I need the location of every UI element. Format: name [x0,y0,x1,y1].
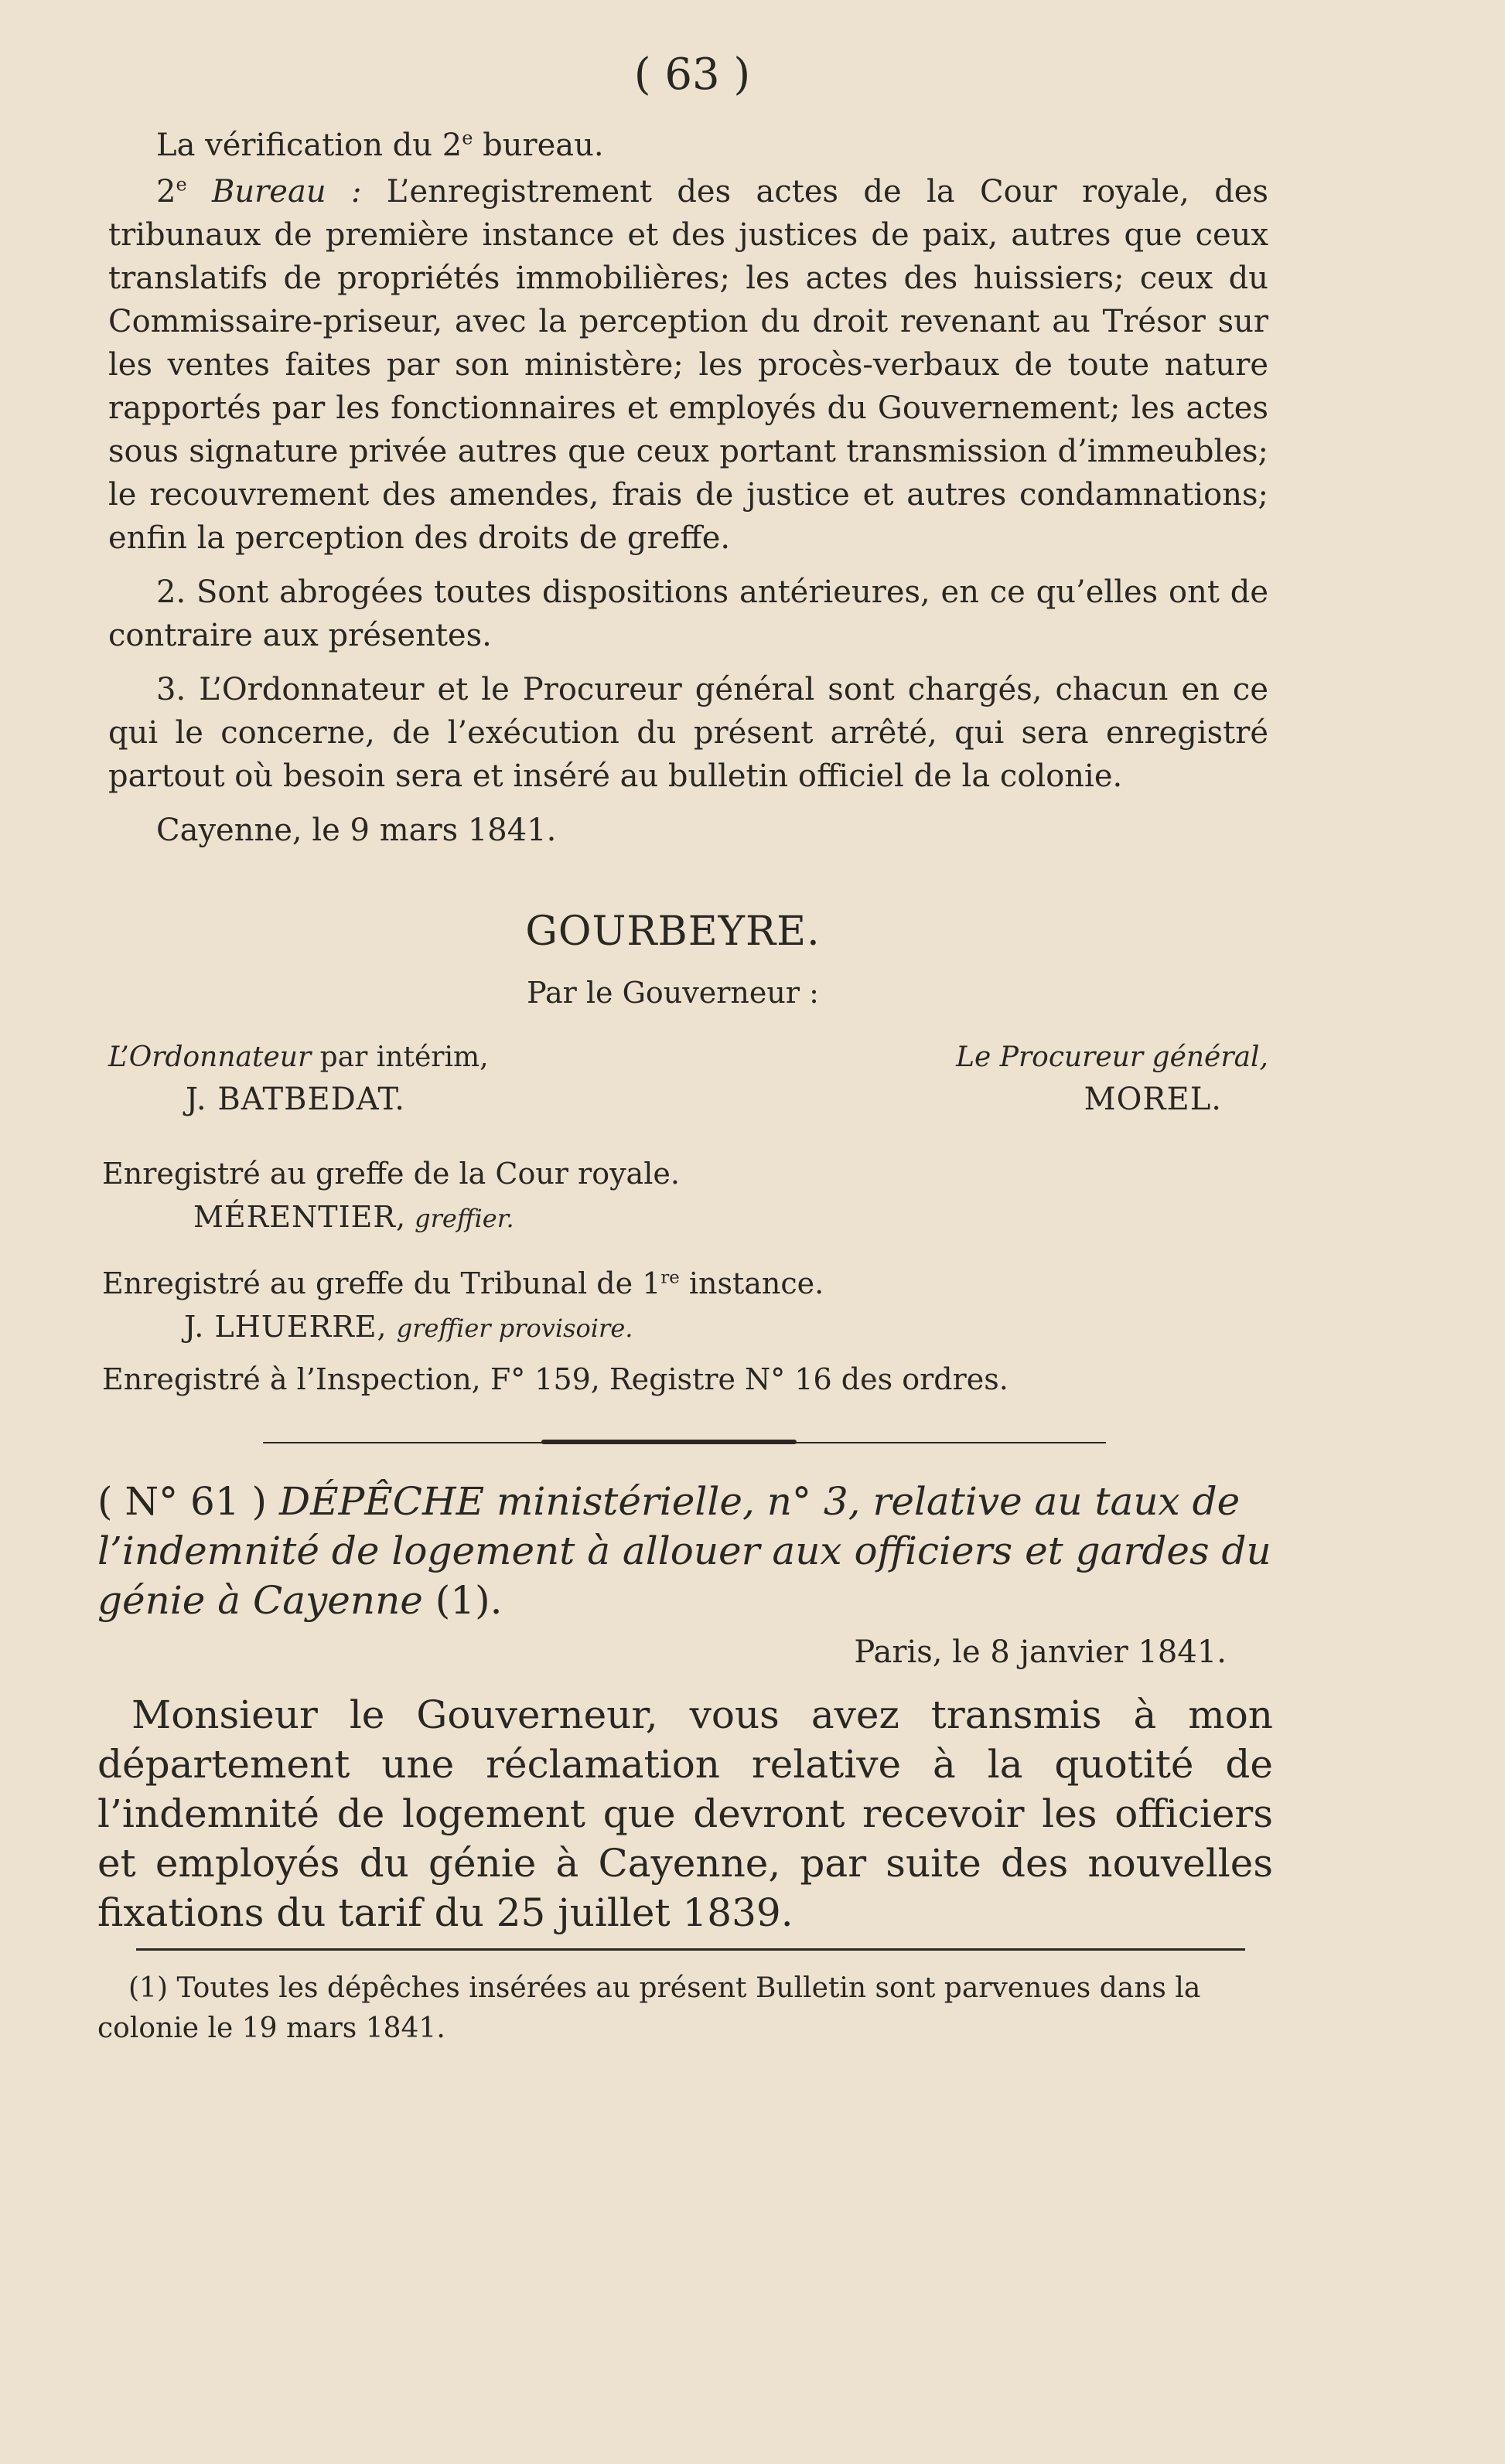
footnote-rule [136,1948,1245,1951]
ordonnateur-signature: L’Ordonnateur par intérim, J. BATBEDAT. [108,1038,489,1121]
article-2: 2. Sont abrogées toutes dispositions antérieures, en ce qu’elles ont de contraire aux présentes. [108,574,1268,653]
footnote: (1) Toutes les dépêches insérées au présent Bulletin sont parvenues dans la colonie le 19 mars 1841. [97,1972,1201,2044]
registration-cour-royale: Enregistré au greffe de la Cour royale. [102,1157,680,1191]
signature-block [108,905,1268,1121]
page-number: ( 63 ) [633,49,751,100]
footnote-area [97,1968,1258,2049]
by-governor: Par le Gouverneur : [527,976,819,1010]
depeche-title: DÉPÊCHE ministérielle, n° 3, relative au taux de l’indemnité de logement à allouer aux officiers et gardes du génie à Cayenne [97,1479,1271,1623]
registrations [102,1152,1262,1401]
governor-signature: GOURBEYRE. [525,908,821,955]
registration-tribunal: Enregistré au greffe du Tribunal de 1re instance. [102,1266,824,1300]
depeche-body: Monsieur le Gouverneur, vous avez transmis à mon département une réclamation relative à la quotité de l’indemnité de logement que devront recevoir les officiers et employés du génie à Cayenne, par suite des nouvelles fixations du tarif du 25 juillet 1839. [97,1692,1273,1935]
ordonnateur-name: J. BATBEDAT. [186,1082,406,1117]
registration-inspection: Enregistré à l’Inspection, F° 159, Registre N° 16 des ordres. [102,1362,1008,1396]
registration-name-2: J. LHUERRE, greffier provisoire. [184,1310,633,1344]
decree-date: Cayenne, le 9 mars 1841. [156,813,557,848]
procureur-name: MOREL. [1084,1082,1222,1117]
article-3: 3. L’Ordonnateur et le Procureur général sont chargés, chacun en ce qui le concerne, de l’exécution du présent arrêté, qui sera enregistré partout où besoin sera et inséré au bulletin officiel de la colonie. [108,672,1268,794]
section-divider-thick [541,1440,797,1444]
depeche-section [97,1477,1273,1937]
countersignatures [108,1038,1268,1121]
registration-name-1: MÉRENTIER, greffier. [193,1200,514,1234]
article-1-continuation [108,124,1268,852]
verification-line: La vérification du 2e bureau. [156,127,604,163]
depeche-heading: ( N° 61 ) DÉPÊCHE ministérielle, n° 3, relative au taux de l’indemnité de logement à allouer aux officiers et gardes du génie à Cayenne (1). [97,1479,1271,1623]
second-bureau-paragraph: 2e Bureau : L’enregistrement des actes de la Cour royale, des tribunaux de première instance et des justices de paix, autres que ceux translatifs de propriétés immobilières; les actes des huissiers; ceux du Commissaire-priseur, avec la perception du droit revenant au Trésor sur les ventes faites par son ministère; les procès-verbaux de toute nature rapportés par les fonctionnaires et employés du Gouvernement; les actes sous signature privée autres que ceux portant transmission d’immeubles; le recouvrement des amendes, frais de justice et autres condamnations; enfin la perception des droits de greffe. [108,173,1268,556]
depeche-place-date: Paris, le 8 janvier 1841. [854,1634,1227,1670]
procureur-signature: Le Procureur général, MOREL. [956,1038,1268,1121]
depeche-number: ( N° 61 ) [97,1479,268,1524]
